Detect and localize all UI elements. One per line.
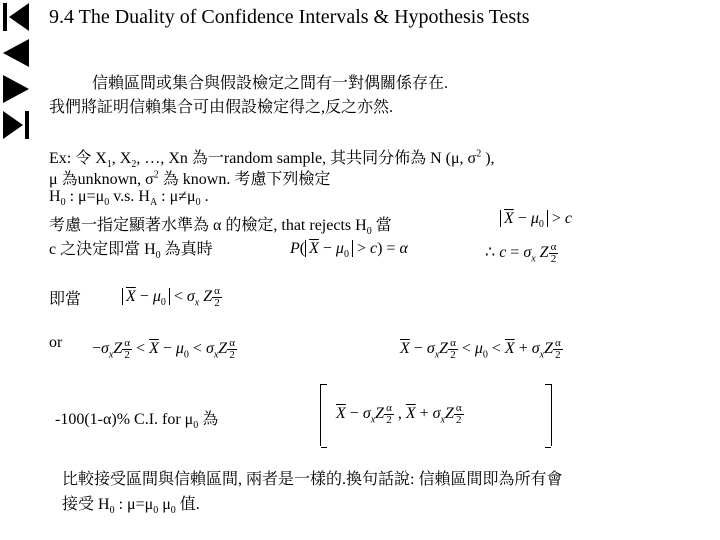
unknown-known-line: μ 為unknown, $\sigma^2$ 為 known. 考慮下列檢定: [49, 169, 331, 188]
confidence-interval-formula: $\overline{X} - \sigma_xZ$ $\frac{\alpha}{2}$ , $\overline{X} + \sigma_xZ$ $\frac{\alpha}{2}$: [336, 402, 462, 426]
previous-slide-icon[interactable]: [2, 38, 30, 68]
compare-line-2: 接受 $H_0$ : $\mu=\mu_0$ $\mu_0$ 值.: [62, 496, 200, 517]
ci-label: -100(1-α)% C.I. for $\mu_0$ 為: [55, 411, 219, 432]
compare-line-1: 比較接受區間與信賴區間, 兩者是一樣的.換句話說: 信賴區間即為所有會: [62, 471, 563, 488]
rejection-region-formula: $\overline{X} - \mu_0 > c$: [500, 210, 572, 230]
intro-line-1: 信賴區間或集合與假設檢定之間有一對偶關係存在.: [92, 75, 449, 92]
example-line: Ex: 令 $X_1$, $X_2$, …, Xn 為一random sample, 其共同分佈為 N (μ, $\sigma^2$ ),: [49, 148, 495, 171]
mu-interval-formula: $\overline{X} - \sigma_xZ$ $\frac{\alpha}{2}$ < $\mu_0 < \overline{X} + \sigma_xZ$ $\frac{\alpha}{2}$: [400, 337, 561, 361]
next-slide-icon[interactable]: [2, 74, 30, 104]
double-inequality-formula: $-\sigma_xZ$ $\frac{\alpha}{2}$ < $\overline{X} - \mu_0 < \sigma_xZ$ $\frac{\alpha}{2}$: [92, 337, 235, 361]
acceptance-formula: $\overline{X} - \mu_0 < \sigma_x$ Z $\frac{\alpha}{2}$: [122, 286, 222, 309]
slide-navigation: [2, 2, 32, 146]
reject-line: 考慮一指定顯著水準為 α 的檢定, that rejects $H_0$ 當: [49, 217, 392, 238]
last-slide-icon[interactable]: [2, 110, 30, 140]
jidang-label: 即當: [49, 291, 82, 308]
hypothesis-line: $H_0$ : $\mu=\mu_0$ v.s. $H_A$ : $\mu\ne\mu_0$ .: [49, 188, 209, 209]
slide-title: 9.4 The Duality of Confidence Intervals & Hypothesis Tests: [49, 6, 530, 28]
or-label: or: [49, 334, 63, 351]
probability-formula: P( $\overline{X} - \mu_0 > c) = \alpha$: [290, 240, 408, 261]
c-determination-line: c 之決定即當 $H_0$ 為真時: [49, 241, 213, 262]
intro-line-2: 我們將証明信賴集合可由假設檢定得之,反之亦然.: [49, 99, 394, 116]
c-value-formula: ∴ $c = \sigma_x$ Z $\frac{\alpha}{2}$: [485, 241, 557, 265]
first-slide-icon[interactable]: [2, 2, 30, 32]
